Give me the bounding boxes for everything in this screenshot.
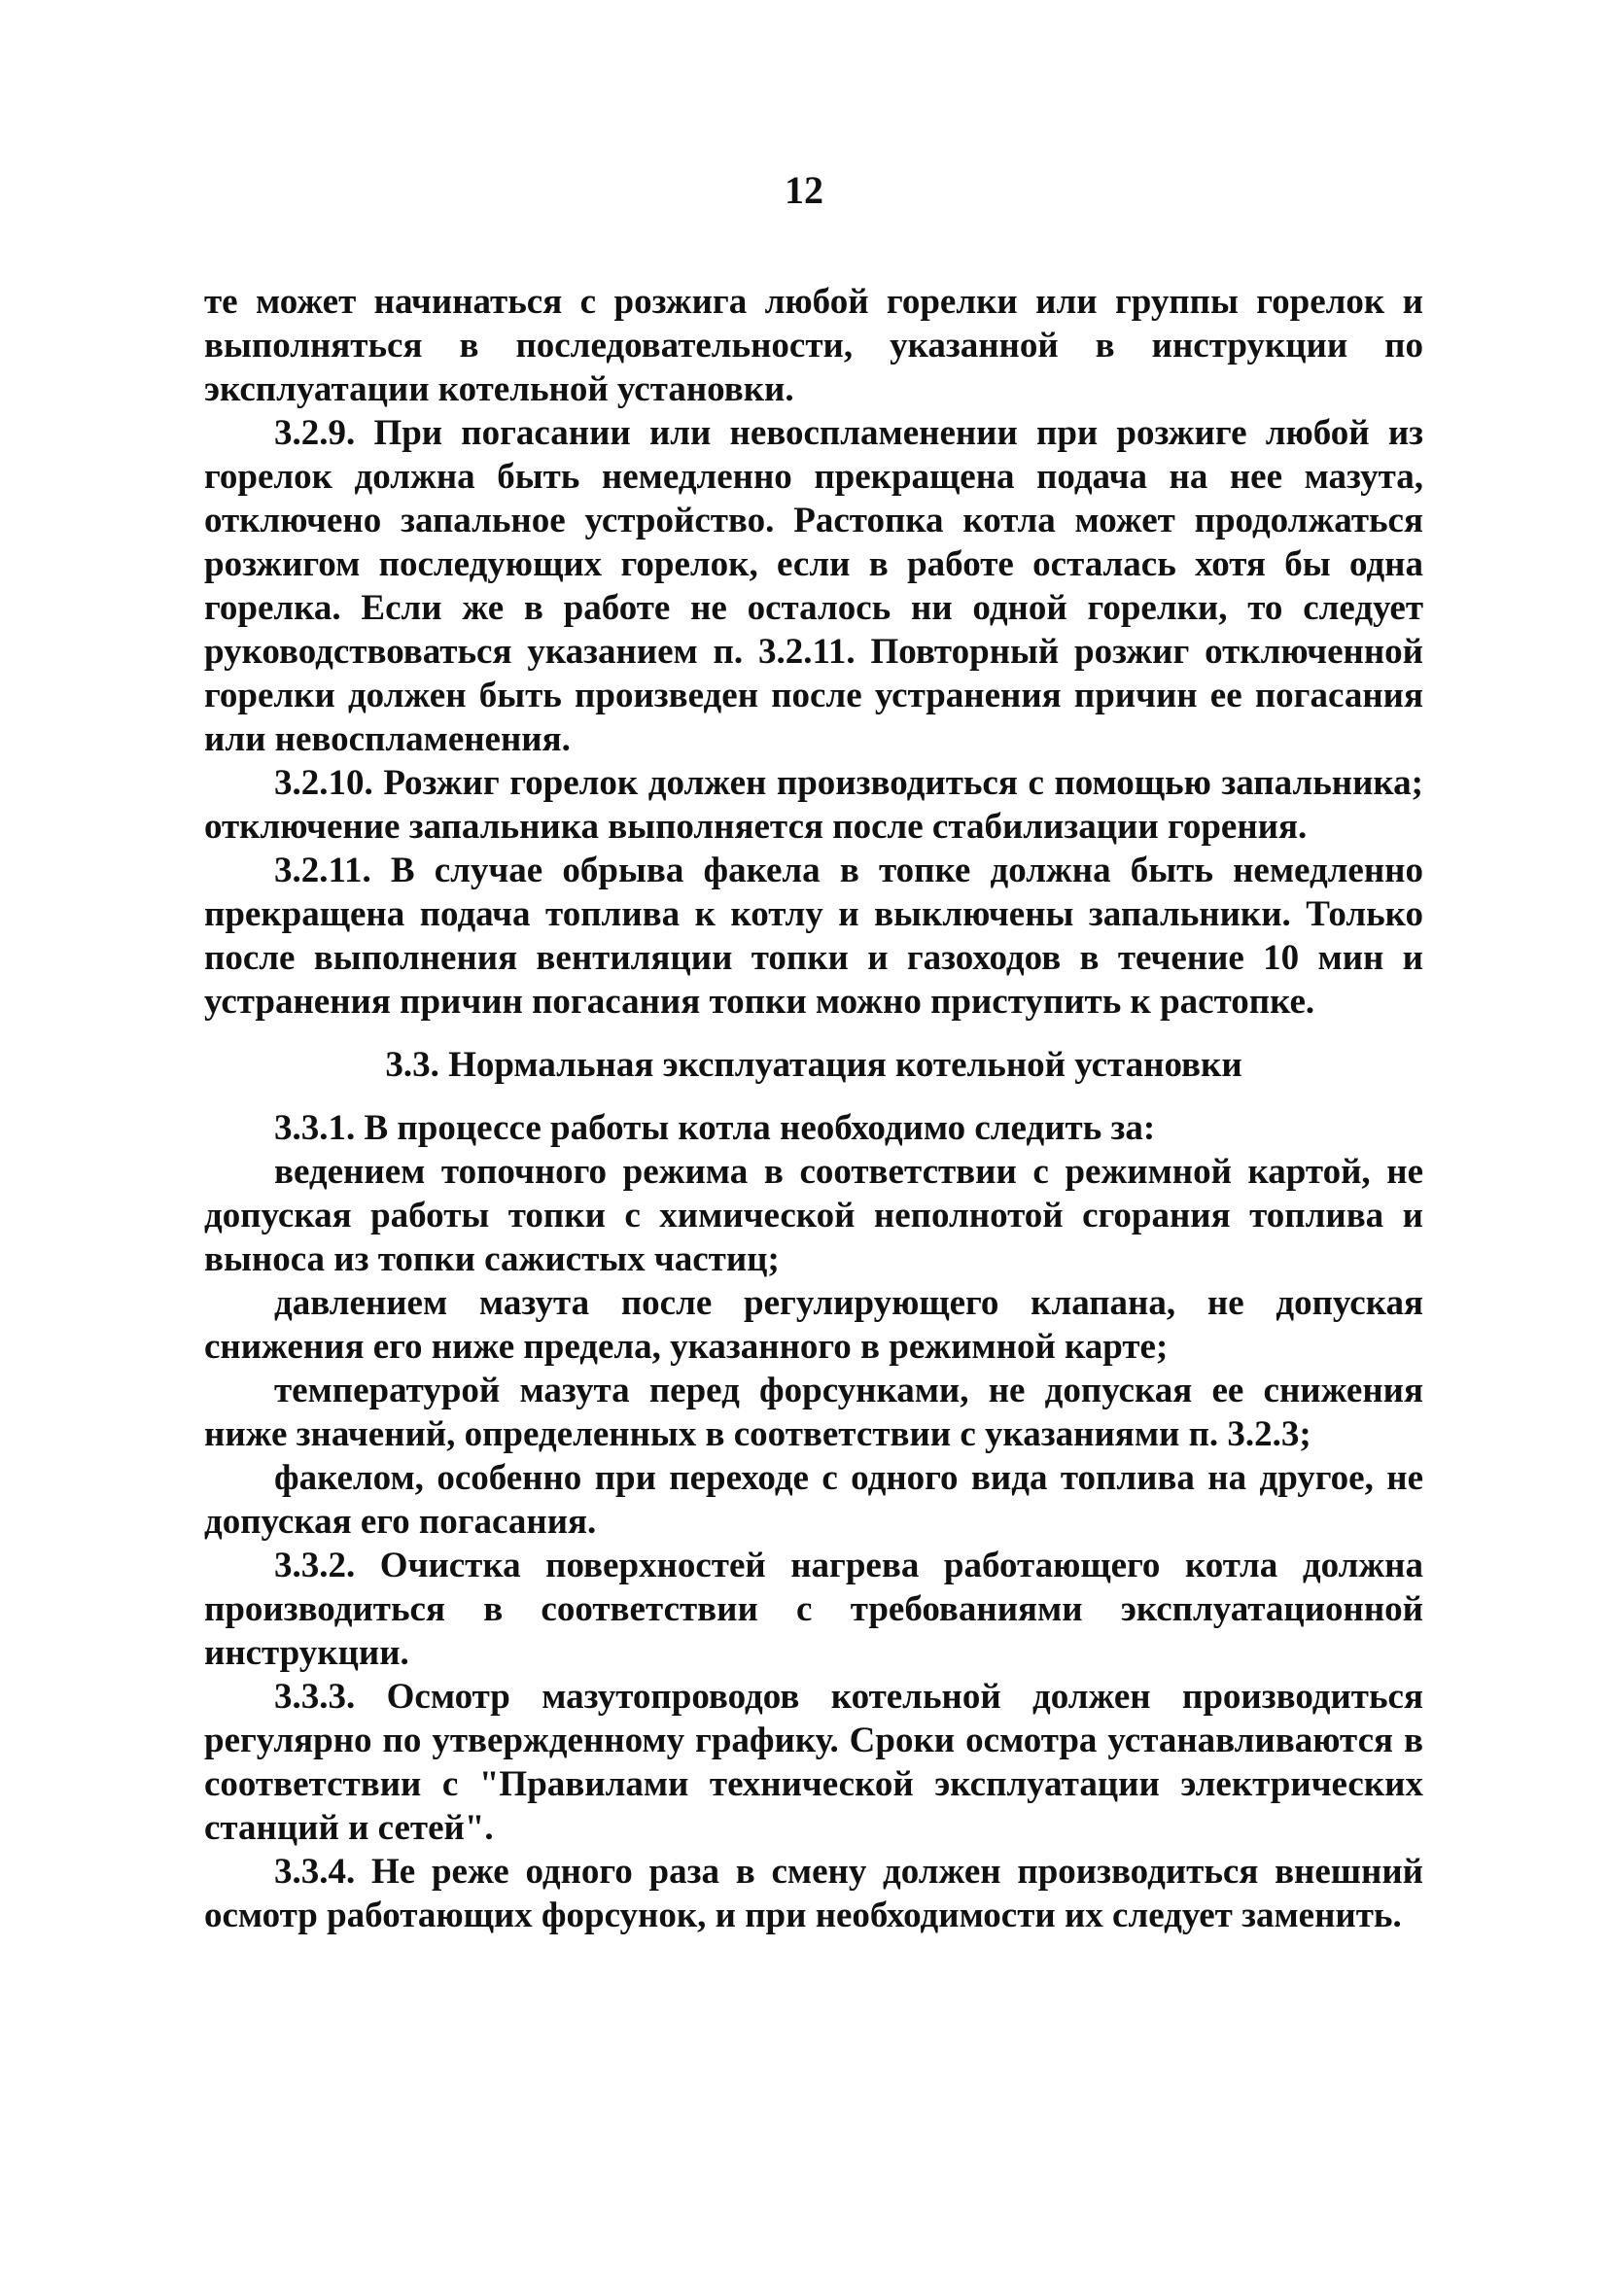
list-item-fuel-oil-pressure: давлением мазута после регулирующего клапана, не допуская снижения его ниже предела, указанного в режимной карте;	[204, 1283, 1423, 1367]
paragraph-3-3-3: 3.3.3. Осмотр мазутопроводов котельной должен производиться регулярно по утвержденному графику. Сроки осмотра устанавливаются в соответствии с "Правилами технической эксплуатации электрических станций и сетей".	[204, 1677, 1423, 1848]
paragraph-3-2-11: 3.2.11. В случае обрыва факела в топке должна быть немедленно прекращена подача топлива к котлу и выключены запальники. Только после выполнения вентиляции топки и газоходов в течение 10 мин и устранения причин погасания топки можно приступить к растопке.	[204, 851, 1423, 1022]
paragraph-3-3-4: 3.3.4. Не реже одного раза в смену должен производиться внешний осмотр работающих форсунок, и при необходимости их следует заменить.	[204, 1852, 1423, 1935]
list-item-fuel-oil-temperature: температурой мазута перед форсунками, не допуская ее снижения ниже значений, определенных в соответствии с указаниями п. 3.2.3;	[204, 1371, 1423, 1454]
paragraph-3-3-1: 3.3.1. В процессе работы котла необходимо следить за:	[274, 1108, 1156, 1148]
paragraph-3-3-2: 3.3.2. Очистка поверхностей нагрева работающего котла должна производиться в соответствии с требованиями эксплуатационной инструкции.	[204, 1546, 1423, 1673]
paragraph-3-2-9: 3.2.9. При погасании или невоспламенении при розжиге любой из горелок должна быть немедленно прекращена подача на нее мазута, отключено запальное устройство. Растопка котла может продолжаться розжигом последующих горелок, если в работе осталась хотя бы одна горелка. Если же в работе не осталось ни одной горелки, то следует руководствоваться указанием п. 3.2.11. Повторный розжиг отключенной горелки должен быть произведен после устранения причин ее погасания или невоспламенения.	[204, 413, 1423, 759]
section-heading-3-3: 3.3. Нормальная эксплуатация котельной установки	[385, 1045, 1242, 1085]
document-body	[204, 280, 1423, 1937]
paragraph-3-2-10: 3.2.10. Розжиг горелок должен производиться с помощью запальника; отключение запальника выполняется после стабилизации горения.	[204, 763, 1423, 847]
list-item-flame: факелом, особенно при переходе с одного вида топлива на другое, не допуская его погасания.	[204, 1458, 1423, 1542]
page-number: 12	[785, 168, 823, 212]
paragraph-continuation: те может начинаться с розжига любой горелки или группы горелок и выполняться в последовательности, указанной в инструкции по эксплуатации котельной установки.	[204, 282, 1423, 409]
list-item-combustion-mode: ведением топочного режима в соответствии с режимной картой, не допуская работы топки с химической неполнотой сгорания топлива и выноса из топки сажистых частиц;	[204, 1152, 1423, 1279]
